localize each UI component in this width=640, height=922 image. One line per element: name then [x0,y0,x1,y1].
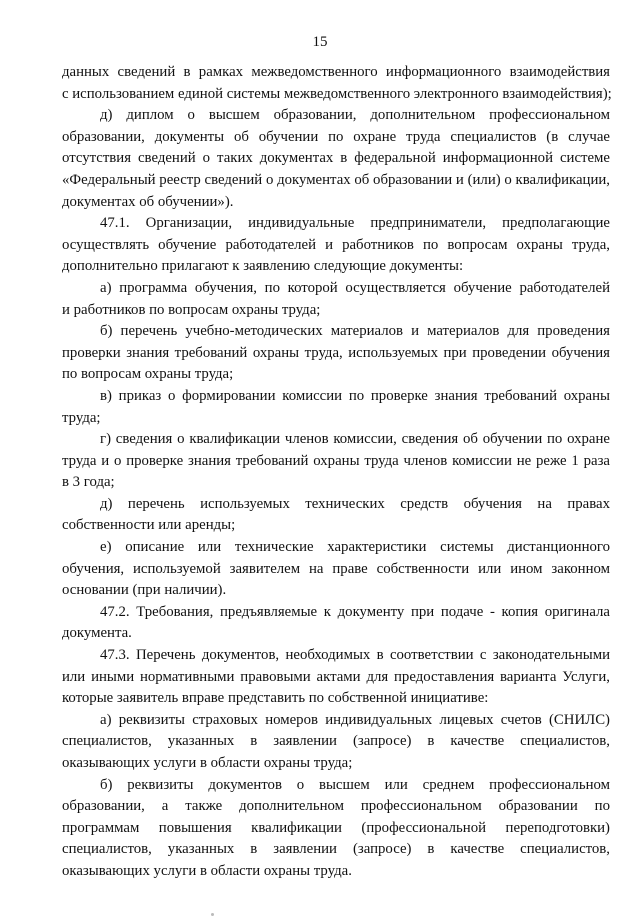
paragraph [62,602,610,645]
text-line: б) перечень учебно-методических материалов и материалов для проведения [100,323,610,340]
text-line: специалистов, указанных в заявлении (запросе) в качестве специалистов, [62,841,610,858]
text-line: образовании, а также дополнительном профессиональном образовании по [62,798,610,815]
text-line: труда и о проверке знания требований охраны труда членов комиссии не реже 1 раза [62,452,610,469]
paragraph [62,775,610,883]
text-line: или иными нормативными правовыми актами для предоставления варианта Услуги, [62,668,610,685]
paragraph [62,494,610,537]
text-line: д) перечень используемых технических средств обучения на правах [100,495,610,512]
text-line: и работников по вопросам охраны труда; [62,301,321,318]
paragraph [62,62,610,105]
text-line: осуществлять обучение работодателей и работников по вопросам охраны труда, [62,236,610,253]
paragraph [62,105,610,213]
text-line: 47.1. Организации, индивидуальные предприниматели, предполагающие [100,215,610,232]
text-line: отсутствия сведений о таких документах в федеральной информационной системе [62,150,610,167]
text-line: с использованием единой системы межведомственного электронного взаимодействия); [62,85,612,102]
text-line: а) программа обучения, по которой осуществляется обучение работодателей [100,279,610,296]
paragraph [62,710,610,775]
paragraph [62,278,610,321]
text-line: 47.3. Перечень документов, необходимых в соответствии с законодательными [100,647,610,664]
paragraph [62,386,610,429]
text-line: документа. [62,625,132,642]
text-line: которые заявитель вправе представить по собственной инициативе: [62,690,489,707]
text-line: дополнительно прилагают к заявлению следующие документы: [62,258,464,275]
page-number: 15 [312,34,328,50]
text-line: образовании, документы об обучении по охране труда специалистов (в случае [62,128,610,145]
text-line: собственности или аренды; [62,517,236,534]
paragraph [62,537,610,602]
text-line: данных сведений в рамках межведомственного информационного взаимодействия [62,64,610,80]
text-line: в 3 года; [62,474,115,491]
text-line: б) реквизиты документов о высшем или среднем профессиональном [100,776,610,793]
text-line: г) сведения о квалификации членов комиссии, сведения об обучении по охране [100,431,610,448]
text-line: е) описание или технические характеристики системы дистанционного [100,539,610,556]
text-line: д) диплом о высшем образовании, дополнительном профессиональном [100,107,610,124]
scan-speck [211,913,214,916]
text-line: программам повышения квалификации (профессиональной переподготовки) [62,819,610,836]
paragraph [62,213,610,278]
text-line: обучения, используемой заявителем на праве собственности или ином законном [62,560,610,577]
text-line: труда; [62,409,101,426]
text-line: оказывающих услуги в области охраны труда. [62,862,352,879]
text-line: специалистов, указанных в заявлении (запросе) в качестве специалистов, [62,733,610,750]
text-line: а) реквизиты страховых номеров индивидуальных лицевых счетов (СНИЛС) [100,711,610,728]
text-line: по вопросам охраны труда; [62,366,234,383]
paragraph [62,429,610,494]
text-line: «Федеральный реестр сведений о документах об образовании и (или) о квалификации, [62,171,610,188]
paragraph [62,321,610,386]
text-line: проверки знания требований охраны труда, используемых при проведении обучения [62,344,610,361]
text-line: оказывающих услуги в области охраны труда; [62,755,353,771]
text-line: основании (при наличии). [62,582,227,599]
text-line: в) приказ о формировании комиссии по проверке знания требований охраны [100,387,610,404]
text-line: 47.2. Требования, предъявляемые к документу при подаче - копия оригинала [100,603,610,620]
document-body [62,62,610,883]
text-line: документах об обучении»). [62,193,234,210]
paragraph [62,645,610,710]
